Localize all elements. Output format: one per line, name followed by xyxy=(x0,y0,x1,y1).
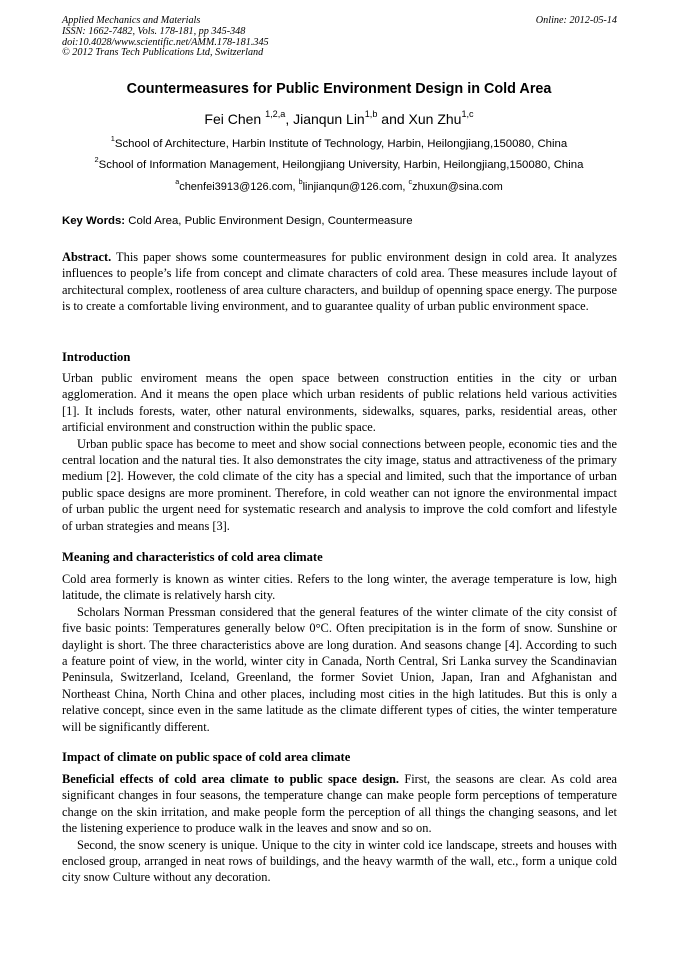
affiliation-text: School of Architecture, Harbin Institute of Technology, Harbin, Heilongjiang,150080, China xyxy=(114,138,568,150)
copyright-line: © 2012 Trans Tech Publications Ltd, Switzerland xyxy=(62,47,264,59)
introduction-body xyxy=(62,370,617,534)
paragraph: Second, the snow scenery is unique. Unique to the city in winter cold ice landscape, streets and houses with enclosed group, arranged in neat rows of buildings, and the heavy warmth of the wall, etc., form a unique cold city snow Culture without any decoration. xyxy=(62,837,617,885)
paragraph-text: First, the seasons are clear. As cold area significant changes in four seasons, the temperature change can make people form perceptions of temperature change on the skin irritation, and make people form the perception of all things the changing seasons, and let the listening experience to produce walk in the leaves and snow and so on. xyxy=(62,772,617,836)
author-separator: and xyxy=(377,111,409,127)
author-separator: , xyxy=(285,111,294,127)
affiliation-1 xyxy=(0,134,678,150)
online-date: Online: 2012-05-14 xyxy=(535,15,617,26)
email-marker: a xyxy=(175,178,180,187)
section-heading-impact: Impact of climate on public space of cold area climate xyxy=(62,750,351,764)
paragraph: Urban public space has become to meet and show social connections between people, economic ties and the central location and the natural ties. It also demonstrates the city image, status and attractiveness of the primary medium [2]. However, the cold climate of the city has a special and limited, such that the importance of urban public space designs are more prominent. Therefore, in cold weather can not ignore the environmental impact of urban public the urgent need for systematic research and analysis to improve the cold comfort and lifestyle of urban strategies and means [3]. xyxy=(62,436,617,533)
author-emails xyxy=(0,178,678,193)
author-list xyxy=(0,108,678,127)
abstract xyxy=(62,249,617,315)
author-affiliation-marker: 1,b xyxy=(364,108,378,119)
issn-line: ISSN: 1662-7482, Vols. 178-181, pp 345-348 xyxy=(62,25,246,37)
email-address: linjianqun@126.com, xyxy=(302,181,409,193)
paper-title: Countermeasures for Public Environment Design in Cold Area xyxy=(126,81,552,97)
keywords xyxy=(62,215,617,227)
author-affiliation-marker: 1,c xyxy=(461,108,474,119)
doi-line: doi:10.4028/www.scientific.net/AMM.178-181.345 xyxy=(62,36,269,48)
abstract-label: Abstract. xyxy=(62,250,112,264)
affiliation-text: School of Information Management, Heilongjiang University, Harbin, Heilongjiang,150080, China xyxy=(98,159,584,171)
section-heading-meaning: Meaning and characteristics of cold area climate xyxy=(62,550,323,564)
email-address: chenfei3913@126.com, xyxy=(179,181,299,193)
affiliation-marker: 2 xyxy=(94,155,99,165)
paragraph: Scholars Norman Pressman considered that the general features of the winter climate of the city consist of five basic points: Temperatures generally below 0°C. Often precipitation is in the form of snow. Sunshine or daylight is short. The three characteristics above are long duration. And seasons change [4]. According to such a feature point of view, in the world, winter city in Canada, North Central, Sri Lanka survey the Scandinavian Peninsula, Switzerland, Iceland, Greenland, the former Soviet Union, Japan, Iran and Afghanistan and Northeast China, North China and other places, including most cities in the high latitudes. But this is only a relative concept, since even in the same latitude as the climate different types of cities, the winter temperature will be significantly different. xyxy=(62,604,617,734)
paragraph: Cold area formerly is known as winter cities. Refers to the long winter, the average temperature is low, high latitude, the climate is relatively harsh city. xyxy=(62,572,617,603)
journal-header xyxy=(62,16,617,59)
subsection-label: Beneficial effects of cold area climate to public space design. xyxy=(62,772,400,786)
affiliation-marker: 1 xyxy=(110,134,115,144)
email-address: zhuxun@sina.com xyxy=(412,181,503,193)
journal-name: Applied Mechanics and Materials xyxy=(62,15,201,26)
email-marker: b xyxy=(298,178,303,187)
author-name: Fei Chen xyxy=(204,111,262,127)
paragraph: Urban public enviroment means the open space between construction entities in the city or urban agglomeration. And it means the open place which urban residents of public relations held various activities [1]. It includs forests, water, other natural environments, sidewalks, squares, parks, residential areas, other artificial environment and construction within the public space. xyxy=(62,371,617,435)
abstract-text: This paper shows some countermeasures for public environment design in cold area. It analyzes influences to people’s life from concept and climate characters of cold area. These measures include layout of architectural complex, rootleness of area culture characters, and buildup of openning space energy. The purpose is to create a comfortable living environment, and to guarantee quality of urban public environment space. xyxy=(62,250,617,314)
impact-body xyxy=(62,771,617,886)
author-name: Jianqun Lin xyxy=(293,111,365,127)
keywords-label: Key Words: xyxy=(62,215,126,227)
author-affiliation-marker: 1,2,a xyxy=(265,108,286,119)
affiliation-2 xyxy=(0,155,678,171)
keywords-text: Cold Area, Public Environment Design, Countermeasure xyxy=(125,215,413,227)
section-heading-introduction: Introduction xyxy=(62,350,131,364)
meaning-body xyxy=(62,571,617,735)
author-name: Xun Zhu xyxy=(408,111,462,127)
email-marker: c xyxy=(408,178,413,187)
